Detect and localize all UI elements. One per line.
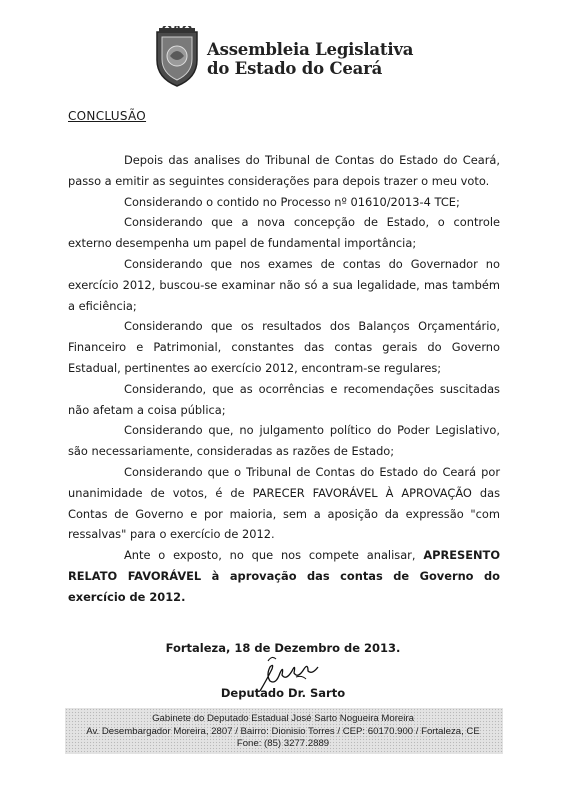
paragraph: Considerando o contido no Processo nº 01610/2013-4 TCE; xyxy=(124,194,460,209)
footer-address: Av. Desembargador Moreira, 2807 / Bairro: Dionisio Torres / CEP: 60170.900 / Fortaleza, CE xyxy=(86,725,480,737)
paragraph: Depois das analises do Tribunal de Contas do Estado do Ceará, passo a emitir as seguintes considerações para depois trazer o meu voto. xyxy=(68,153,500,188)
footer-contact xyxy=(0,713,566,751)
paragraph: Considerando que nos exames de contas do Governador no exercício 2012, buscou-se examinar não só a sua legalidade, mas também a eficiência; xyxy=(68,256,500,313)
organization-name-line2: do Estado do Ceará xyxy=(207,59,383,78)
paragraph: Considerando, que as ocorrências e recomendações suscitadas não afetam a coisa pública; xyxy=(68,381,500,417)
assembly-seal-icon xyxy=(153,26,201,88)
paragraph: Considerando que a nova concepção de Estado, o controle externo desempenha um papel de fundamental importância; xyxy=(68,215,500,251)
closing-verdict: APRESENTO RELATO FAVORÁVEL à aprovação das contas de Governo do exercício de 2012. xyxy=(68,548,500,604)
organization-name xyxy=(207,40,413,78)
closing-paragraph xyxy=(68,545,500,607)
paragraph: Considerando que os resultados dos Balanços Orçamentário, Financeiro e Patrimonial, constantes das contas gerais do Governo Estadual, pertinentes ao exercício 2012, encontram-se regulares; xyxy=(68,319,500,375)
closing-lead: Ante o exposto, no que nos compete analisar, xyxy=(124,548,416,563)
section-title: CONCLUSÃO xyxy=(68,109,147,123)
paragraph: Considerando que, no julgamento político do Poder Legislativo, são necessariamente, consideradas as razões de Estado; xyxy=(68,423,500,459)
paragraph: Considerando que o Tribunal de Contas do Estado do Ceará por unanimidade de votos, é de PARECER FAVORÁVEL À APROVAÇÃO das Contas de Governo e por maioria, sem a aposição da expressão "com ressalvas" para o exercício de 2012. xyxy=(68,464,500,542)
signer-name: Deputado Dr. Sarto xyxy=(220,686,346,700)
letterhead xyxy=(153,26,413,96)
organization-name-line1: Assembleia Legislativa xyxy=(207,40,414,59)
footer-phone: Fone: (85) 3277.2889 xyxy=(236,738,330,750)
footer-office: Gabinete do Deputado Estadual José Sarto Nogueira Moreira xyxy=(152,713,414,724)
document-date: Fortaleza, 18 de Dezembro de 2013. xyxy=(165,641,401,655)
document-body xyxy=(68,150,500,608)
